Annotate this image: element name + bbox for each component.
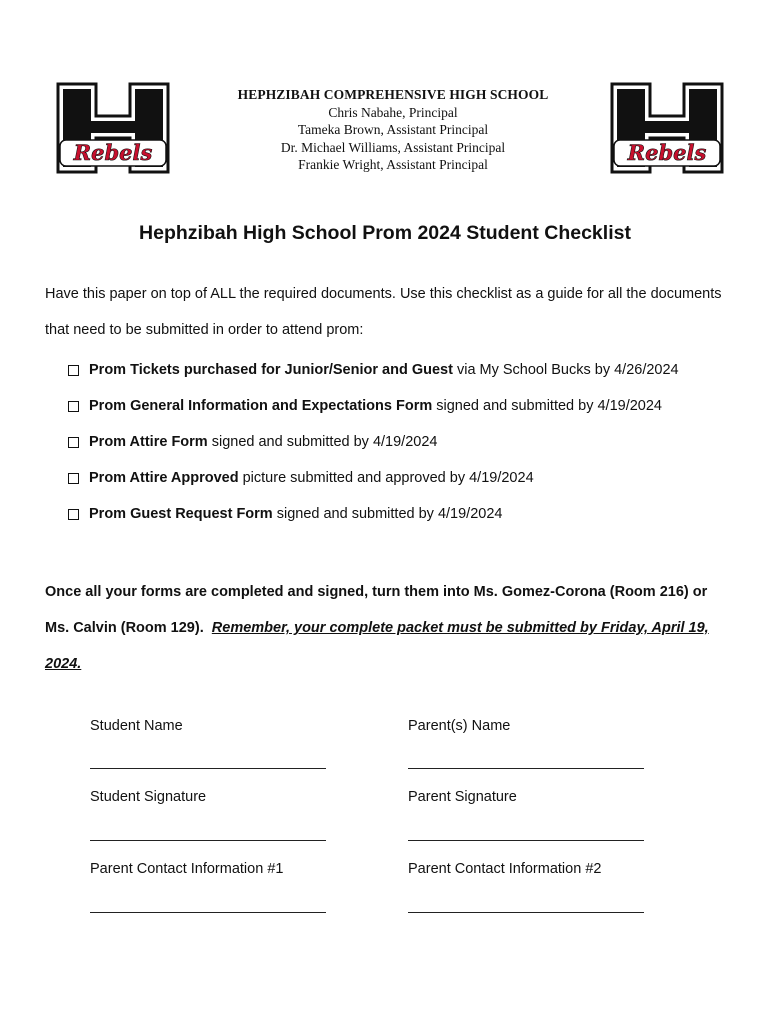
item-detail: signed and submitted by 4/19/2024 [207, 434, 438, 450]
staff-line: Frankie Wright, Assistant Principal [298, 157, 488, 172]
school-logo-right [610, 82, 724, 174]
item-title: Prom Attire Form [89, 434, 208, 450]
school-logo-left [56, 82, 170, 174]
intro-paragraph: Have this paper on top of ALL the required documents. Use this checklist as a guide for all the documents that need to be submitted in order to attend prom: [45, 286, 722, 338]
checklist-item [68, 468, 748, 504]
contact2-label: Parent Contact Information #2 [408, 861, 602, 877]
item-detail: picture submitted and approved by 4/19/2024 [238, 470, 534, 486]
checkbox[interactable] [68, 437, 79, 448]
parent-name-label: Parent(s) Name [408, 718, 511, 734]
item-detail: signed and submitted by 4/19/2024 [432, 398, 662, 414]
item-detail: signed and submitted by 4/19/2024 [272, 506, 503, 522]
contact1-line[interactable] [90, 912, 326, 913]
checklist-item [68, 360, 748, 396]
logo-text: Rebels [627, 140, 707, 165]
staff-line: Dr. Michael Williams, Assistant Principal [280, 139, 506, 155]
student-name-line[interactable] [90, 768, 326, 769]
contact2-line[interactable] [408, 912, 644, 913]
checklist [68, 360, 748, 540]
school-name: HEPHZIBAH COMPREHENSIVE HIGH SCHOOL [237, 87, 549, 102]
page-title: Hephzibah High School Prom 2024 Student Checklist [139, 222, 631, 244]
parent-name-line[interactable] [408, 768, 644, 769]
checklist-item [68, 432, 748, 468]
notice-text: Once all your forms are completed and signed, turn them into Ms. Gomez-Corona (Room 216) or Ms. Calvin (Room 129). [45, 584, 708, 636]
logo-text: Rebels [73, 140, 153, 165]
submission-notice [45, 574, 735, 682]
checkbox[interactable] [68, 401, 79, 412]
staff-line: Tameka Brown, Assistant Principal [297, 122, 489, 137]
checkbox[interactable] [68, 509, 79, 520]
parent-signature-line[interactable] [408, 840, 644, 841]
deadline-emphasis: Remember, your complete packet must be submitted by Friday, April 19, 2024. [45, 620, 709, 672]
checkbox[interactable] [68, 365, 79, 376]
student-signature-line[interactable] [90, 840, 326, 841]
student-signature-label: Student Signature [90, 789, 207, 805]
letterhead [190, 86, 596, 174]
contact1-label: Parent Contact Information #1 [90, 861, 284, 877]
item-detail: via My School Bucks by 4/26/2024 [452, 362, 679, 378]
item-title: Prom General Information and Expectations Form [89, 398, 433, 414]
staff-line: Chris Nabahe, Principal [328, 104, 458, 120]
student-name-label: Student Name [90, 718, 183, 734]
checklist-item [68, 396, 748, 432]
checklist-item [68, 504, 748, 540]
parent-signature-label: Parent Signature [408, 789, 517, 805]
item-title: Prom Attire Approved [89, 470, 239, 486]
item-title: Prom Tickets purchased for Junior/Senior and Guest [89, 362, 453, 378]
item-title: Prom Guest Request Form [89, 506, 273, 522]
checkbox[interactable] [68, 473, 79, 484]
